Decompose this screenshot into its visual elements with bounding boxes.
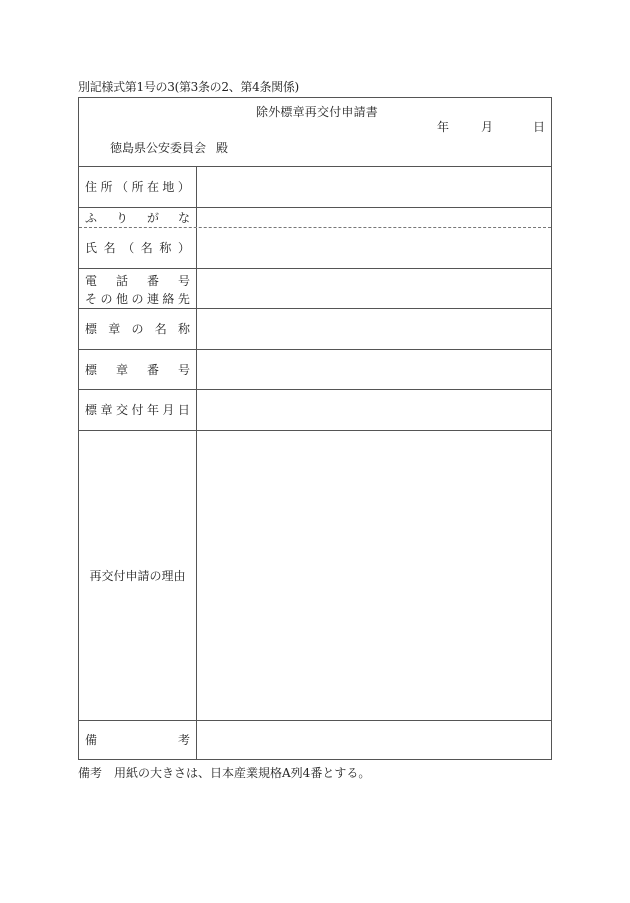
- label-badge-number: [79, 350, 197, 389]
- label-remarks: [79, 721, 197, 759]
- label-char: な: [177, 210, 190, 225]
- date-day-label: 日: [532, 120, 545, 134]
- label-char: 先: [177, 291, 190, 306]
- label-name: [79, 228, 197, 268]
- footnote-heading: 備考: [78, 766, 103, 780]
- date-line: [437, 118, 545, 135]
- label-char: が: [146, 210, 159, 225]
- label-badge-name: [79, 309, 197, 349]
- application-form: [78, 97, 552, 760]
- label-char: 章: [100, 403, 113, 417]
- label-char: 付: [131, 403, 144, 417]
- label-text: 再交付申請の理由: [89, 569, 186, 583]
- badge-issue-date-field[interactable]: [197, 390, 551, 430]
- row-reissue-reason: [79, 431, 551, 721]
- label-char: 年: [146, 403, 159, 417]
- row-badge-name: [79, 309, 551, 350]
- furigana-field[interactable]: [197, 208, 551, 227]
- row-name: [79, 228, 551, 269]
- label-badge-issue-date: [79, 390, 197, 430]
- reissue-reason-field[interactable]: [197, 431, 551, 720]
- form-caption: 別記様式第1号の3(第3条の2、第4条関係): [78, 80, 299, 94]
- label-char: の: [131, 322, 144, 336]
- label-char: （: [115, 180, 128, 194]
- label-char: 標: [85, 322, 98, 336]
- row-address: [79, 167, 551, 208]
- footnote: [78, 764, 370, 781]
- addressee-honorific: 殿: [216, 141, 229, 155]
- label-char: 日: [177, 403, 190, 417]
- addressee-name: 徳島県公安委員会: [110, 141, 207, 155]
- label-char: （: [122, 241, 135, 255]
- document-title: 除外標章再交付申請書: [256, 105, 379, 119]
- label-char: ）: [177, 180, 190, 194]
- label-char: 名: [103, 241, 116, 255]
- label-char: 標: [85, 362, 98, 377]
- row-remarks: [79, 721, 551, 759]
- label-char: の: [131, 291, 144, 306]
- label-char: 在: [146, 180, 159, 194]
- label-char: の: [100, 291, 113, 306]
- label-char: 月: [162, 403, 175, 417]
- remarks-field[interactable]: [197, 721, 551, 759]
- footnote-text: 用紙の大きさは、日本産業規格A列4番とする。: [114, 766, 371, 780]
- row-badge-number: [79, 350, 551, 390]
- label-char: 番: [146, 273, 159, 288]
- label-char: 連: [146, 291, 159, 306]
- label-char: 住: [85, 180, 98, 194]
- row-phone-contact: [79, 269, 551, 309]
- label-char: 称: [177, 322, 190, 336]
- label-char: 章: [108, 322, 121, 336]
- label-reissue-reason: [79, 431, 197, 720]
- label-char: ふ: [85, 210, 98, 225]
- badge-name-field[interactable]: [197, 309, 551, 349]
- label-char: り: [115, 210, 128, 225]
- label-char: 称: [159, 241, 172, 255]
- date-month-label: 月: [480, 120, 493, 134]
- label-char: 標: [85, 403, 98, 417]
- label-char: 地: [162, 180, 175, 194]
- address-field[interactable]: [197, 167, 551, 207]
- label-char: ）: [177, 241, 190, 255]
- label-char: そ: [85, 291, 98, 306]
- label-char: 備: [85, 733, 98, 747]
- label-char: 電: [85, 273, 98, 288]
- label-phone-contact: [79, 269, 197, 308]
- row-furigana: [79, 208, 551, 228]
- label-char: 番: [146, 362, 159, 377]
- label-char: 絡: [162, 291, 175, 306]
- form-header: [79, 98, 551, 167]
- label-char: 号: [177, 362, 190, 377]
- badge-number-field[interactable]: [197, 350, 551, 389]
- label-char: 所: [131, 180, 144, 194]
- label-char: 交: [115, 403, 128, 417]
- addressee: [110, 139, 228, 156]
- date-year-label: 年: [436, 120, 449, 134]
- label-char: 考: [177, 733, 190, 747]
- label-furigana: [79, 208, 197, 227]
- phone-contact-field[interactable]: [197, 269, 551, 308]
- label-char: 号: [177, 273, 190, 288]
- name-field[interactable]: [197, 228, 551, 268]
- row-badge-issue-date: [79, 390, 551, 431]
- label-char: 章: [115, 362, 128, 377]
- label-char: 話: [115, 273, 128, 288]
- label-address: [79, 167, 197, 207]
- label-char: 他: [115, 291, 128, 306]
- label-char: 氏: [85, 241, 98, 255]
- label-char: 所: [100, 180, 113, 194]
- label-char: 名: [140, 241, 153, 255]
- label-char: 名: [154, 322, 167, 336]
